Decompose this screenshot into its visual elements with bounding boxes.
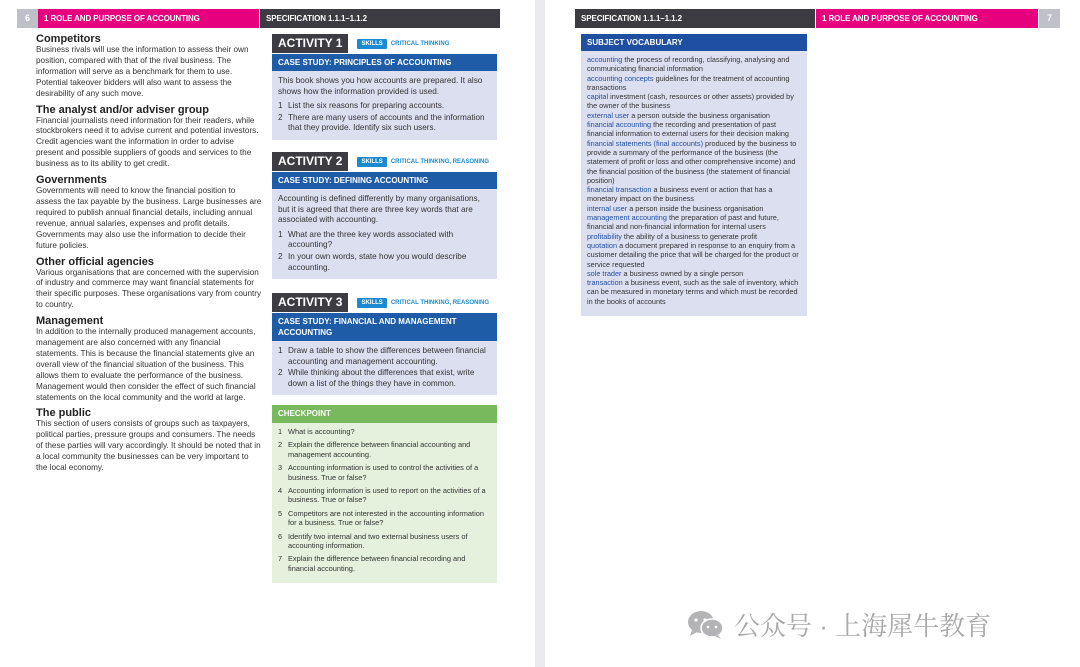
skills-badge: SKILLS (357, 298, 386, 308)
question-text: What are the three key words associated with accounting? (288, 229, 454, 250)
section-analyst (36, 104, 262, 171)
vocab-term: internal user (587, 203, 628, 213)
section-title: The public (36, 407, 91, 420)
section-official-agencies (36, 256, 262, 312)
question-list (278, 101, 491, 134)
activity-1 (272, 34, 497, 140)
activity-3 (272, 293, 497, 395)
question-text: List the six reasons for preparing accounts. (288, 101, 445, 111)
checkpoint-number: 2 (278, 440, 283, 450)
wechat-icon (686, 609, 726, 641)
vocab-definition: the preparation of past and future, financial and non-financial information for internal users (587, 213, 779, 232)
vocab-term: management accounting (587, 213, 667, 223)
case-study-intro: This book shows you how accounts are prepared. It also shows how the information provided is used. (278, 76, 483, 96)
checkpoint-text: Accounting information is used to report on the activities of a business. True or false? (288, 486, 486, 505)
question-text: While thinking about the differences that exist, write down a list of the things they have in common. (288, 368, 475, 388)
section-text: Business rivals will use the information to assess their own position, compared with that of the rival business. The information will serve as a benchmark for them to use. Potential takeover bidders will also want to assess the desirability of any such move. (36, 45, 249, 98)
vocab-entry (587, 55, 801, 74)
vocab-term: accounting concepts (587, 73, 654, 83)
page-number-right: 7 (1039, 9, 1060, 28)
skills-text: CRITICAL THINKING (390, 40, 450, 47)
checkpoint-title: CHECKPOINT (272, 405, 497, 423)
question-number: 2 (278, 368, 283, 378)
vocab-term: sole trader (587, 268, 622, 278)
vocab-entry (587, 74, 801, 93)
question-number: 1 (278, 229, 283, 239)
section-management (36, 315, 262, 403)
left-page (0, 0, 535, 667)
vocabulary-list (581, 51, 807, 310)
users-column (36, 33, 262, 474)
question-text: Draw a table to show the differences between financial accounting and management accounting. (288, 346, 486, 366)
case-study-title: CASE STUDY: DEFINING ACCOUNTING (272, 172, 497, 189)
section-title: Management (36, 315, 104, 328)
checkpoint-list (272, 423, 497, 583)
checkpoint-item (278, 427, 491, 436)
question-item (278, 346, 491, 367)
question-item (278, 368, 491, 389)
chapter-header-left: 1 ROLE AND PURPOSE OF ACCOUNTING (38, 9, 259, 28)
checkpoint-text: Explain the difference between financial accounting and management accounting. (288, 440, 471, 459)
activity-header (272, 34, 497, 53)
question-item (278, 101, 491, 112)
section-text: In addition to the internally produced management accounts, management are also concerned with any financial statements. This is because the financial statements give an overall view of the financial situation of the business. This allows them to evaluate the performance of the business. Management would then consider the effect of such financial statements on the local community and the world at large. (36, 327, 256, 402)
section-title: The analyst and/or adviser group (36, 103, 209, 116)
checkpoint-item (278, 554, 491, 573)
vocab-definition: a business owned by a single person (623, 268, 744, 278)
case-study-title: CASE STUDY: FINANCIAL AND MANAGEMENT ACCOUNTING (272, 313, 497, 341)
question-list (278, 346, 491, 389)
activity-header (272, 293, 497, 312)
checkpoint-item (278, 463, 491, 482)
vocab-entry (587, 241, 801, 269)
case-study-body (272, 71, 497, 140)
vocab-entry (587, 120, 801, 139)
question-text: There are many users of accounts and the information that they provide. Identify six such users. (288, 112, 485, 133)
vocab-definition: the recording and presentation of past financial information to external users for their decision making (587, 120, 789, 139)
watermark (686, 606, 991, 643)
activity-header (272, 152, 497, 171)
page-number-left: 6 (17, 9, 38, 28)
question-text: In your own words, state how you would describe accounting. (288, 251, 467, 272)
case-study-body (272, 341, 497, 395)
vocab-term: financial statements (final accounts) (587, 138, 703, 148)
section-text: This section of users consists of groups such as taxpayers, political parties, pressure groups and consumers. The needs of these parties will vary accordingly. It should be noted that in a local community the businesses can be very important to the local economy. (36, 419, 261, 473)
section-competitors (36, 33, 262, 100)
vocab-entry (587, 92, 801, 111)
checkpoint-text: What is accounting? (288, 427, 355, 436)
vocab-definition: the process of recording, classifying, analysing and communicating financial information (587, 55, 790, 74)
vocab-entry (587, 278, 801, 306)
case-study-body (272, 189, 497, 279)
case-study-intro: Accounting is defined differently by many organisations, but it is agreed that there are three key words that are associated with accounting. (278, 194, 480, 225)
vocab-entry (587, 111, 801, 120)
checkpoint-text: Accounting information is used to control the activities of a business. True or false? (288, 463, 479, 482)
vocab-definition: a document prepared in response to an enquiry from a customer detailing the price that will be charged for the product or service requested (587, 240, 799, 269)
subject-vocabulary-box (581, 34, 807, 316)
case-study-title: CASE STUDY: PRINCIPLES OF ACCOUNTING (272, 54, 497, 71)
checkpoint-number: 6 (278, 531, 283, 541)
vocab-term: accounting (587, 55, 623, 64)
watermark-text: 公众号 · 上海犀牛教育 (734, 611, 992, 641)
question-number: 1 (278, 101, 283, 111)
vocab-definition: produced by the business to provide a summary of the performance of the business (the statement of profit or loss and other comprehensive income) and the financial position of the business (the statement of financial position) (587, 138, 797, 185)
checkpoint-item (278, 509, 491, 528)
vocab-definition: a person outside the business organisation (631, 110, 770, 120)
checkpoint-box (272, 405, 497, 583)
vocab-term: quotation (587, 240, 618, 250)
vocab-definition: a person inside the business organisation (629, 203, 764, 213)
vocab-entry (587, 139, 801, 185)
vocab-definition: a business event, such as the sale of inventory, which can be measured in monetary terms and which must be recorded in the books of accounts (587, 278, 799, 306)
section-text: Governments will need to know the financial position to assess the tax payable by the business. Large businesses are required to publish annual financial details, including annual revenue, annual salaries, expenses and profit details. Governments may also use the information to decide their future policies. (36, 186, 262, 250)
section-text: Financial journalists need information for their readers, while stockbrokers need it to advise current and potential investors. Credit agencies want the information in order to advise present and possible suppliers of goods and services to the business as to its ability to get credit. (36, 115, 259, 169)
activity-2 (272, 152, 497, 279)
question-list (278, 230, 491, 273)
checkpoint-number: 7 (278, 554, 283, 564)
question-item (278, 113, 491, 134)
checkpoint-number: 3 (278, 463, 283, 473)
question-item (278, 252, 491, 273)
checkpoint-text: Competitors are not interested in the accounting information for a business. True or false? (288, 508, 484, 528)
vocab-entry (587, 269, 801, 278)
question-number: 1 (278, 346, 283, 355)
section-title: Governments (36, 174, 107, 187)
vocab-term: transaction (587, 278, 623, 288)
right-page (545, 0, 1080, 667)
vocab-definition: guidelines for the treatment of accounting transactions (587, 73, 790, 92)
skills-badge: SKILLS (357, 39, 386, 49)
vocab-definition: a business event or action that has a monetary impact on the business (587, 185, 773, 204)
checkpoint-text: Explain the difference between financial recording and financial accounting. (288, 554, 466, 573)
checkpoint-item (278, 440, 491, 459)
chapter-header-right: 1 ROLE AND PURPOSE OF ACCOUNTING (816, 9, 1038, 28)
vocab-term: capital (587, 92, 609, 102)
checkpoint-item (278, 486, 491, 505)
spec-header-right: SPECIFICATION 1.1.1–1.1.2 (575, 9, 815, 28)
vocab-definition: investment (cash, resources or other assets) provided by the owner of the business (587, 92, 794, 111)
checkpoint-text: Identify two internal and two external business users of accounting information. (288, 531, 468, 551)
vocab-term: financial accounting (587, 120, 652, 130)
vocab-entry (587, 232, 801, 241)
activity-label: ACTIVITY 3 (272, 293, 348, 312)
skills-text: CRITICAL THINKING, REASONING (390, 158, 490, 165)
question-number: 2 (278, 112, 283, 122)
vocab-term: financial transaction (587, 185, 652, 195)
vocab-term: external user (587, 110, 630, 120)
vocab-entry (587, 204, 801, 213)
vocab-definition: the ability of a business to generate profit (623, 231, 757, 241)
skills-text: CRITICAL THINKING, REASONING (390, 299, 490, 306)
activity-label: ACTIVITY 2 (272, 152, 348, 171)
checkpoint-number: 4 (278, 486, 283, 496)
question-number: 2 (278, 251, 283, 261)
checkpoint-number: 1 (278, 427, 283, 436)
checkpoint-item (278, 532, 491, 551)
skills-badge: SKILLS (357, 157, 386, 167)
section-public (36, 407, 262, 474)
section-governments (36, 174, 262, 251)
vocab-term: profitability (587, 231, 622, 241)
section-title: Competitors (36, 33, 101, 45)
vocabulary-title: SUBJECT VOCABULARY (581, 34, 807, 51)
checkpoint-number: 5 (278, 508, 283, 518)
vocab-entry (587, 213, 801, 232)
activity-label: ACTIVITY 1 (272, 34, 348, 53)
spec-header-left: SPECIFICATION 1.1.1–1.1.2 (260, 9, 500, 28)
section-text: Various organisations that are concerned with the supervision of industry and commerce may want financial statements for their specific purposes. These organisations vary from country to country. (36, 267, 262, 310)
vocab-entry (587, 185, 801, 204)
section-title: Other official agencies (36, 255, 154, 268)
question-item (278, 230, 491, 251)
